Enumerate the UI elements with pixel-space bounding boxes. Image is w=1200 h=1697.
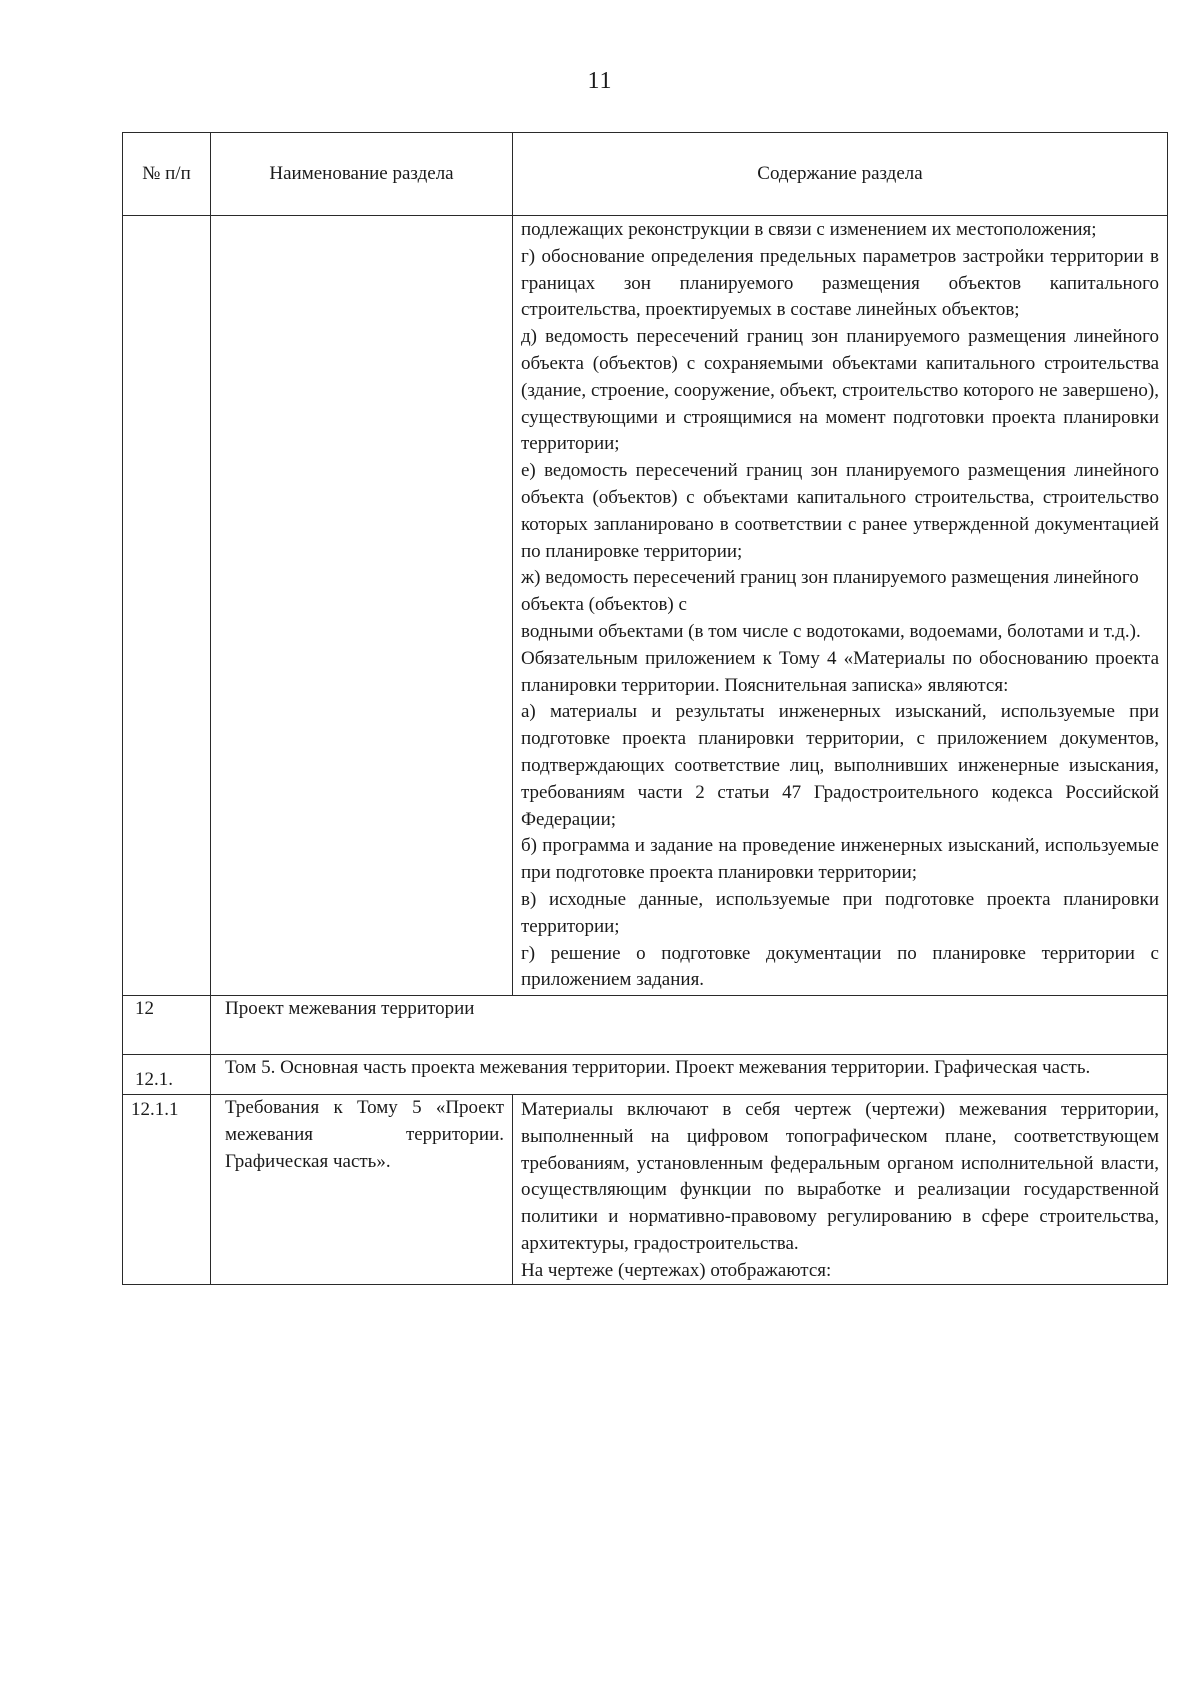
cell-title-12: Проект межевания территории <box>211 996 1168 1055</box>
content-paragraph: г) обоснование определения предельных параметров застройки территории в границах зон планируемого размещения объектов капитального строительства, проектируемых в составе линейных объектов; <box>521 245 1159 321</box>
content-paragraph: е) ведомость пересечений границ зон планируемого размещения линейного объекта (объектов) с объектами капитального строительства, строительство которых запланировано в соответствии с ранее утвержденной документацией по планировке территории; <box>521 460 1159 562</box>
table-row-12 <box>123 996 1168 1055</box>
content-paragraph: подлежащих реконструкции в связи с изменением их местоположения; <box>521 219 1097 240</box>
content-paragraph: г) решение о подготовке документации по планировке территории с приложением задания. <box>521 942 1159 991</box>
section-table <box>122 132 1168 1285</box>
content-paragraph: На чертеже (чертежах) отображаются: <box>521 1259 832 1281</box>
cell-name-12-1-1: Требования к Тому 5 «Проект межевания территории. Графическая часть». <box>211 1094 513 1285</box>
table-row-continuation <box>123 216 1168 996</box>
page-number: 11 <box>587 68 613 94</box>
cell-number-12: 12 <box>123 996 211 1055</box>
cell-name-empty <box>211 216 513 996</box>
content-paragraph: б) программа и задание на проведение инженерных изысканий, используемые при подготовке проекта планировки территории; <box>521 835 1159 884</box>
header-section-name: Наименование раздела <box>211 133 513 216</box>
content-paragraph: а) материалы и результаты инженерных изысканий, используемые при подготовке проекта планировки территории, с приложением документов, подтверждающих соответствие лиц, выполнивших инженерные изыскания, требованиям части 2 статьи 47 Градостроительного кодекса Российской Федерации; <box>521 701 1159 830</box>
cell-title-12-1: Том 5. Основная часть проекта межевания территории. Проект межевания территории. Графическая часть. <box>211 1055 1168 1095</box>
content-paragraph: ж) ведомость пересечений границ зон планируемого размещения линейного объекта (объектов) с <box>521 567 1139 616</box>
content-paragraph: в) исходные данные, используемые при подготовке проекта планировки территории; <box>521 888 1159 937</box>
header-section-content: Содержание раздела <box>513 133 1168 216</box>
table-header-row <box>123 133 1168 216</box>
table-row-12-1-1 <box>123 1094 1168 1285</box>
content-paragraph: водными объектами (в том числе с водотоками, водоемами, болотами и т.д.). <box>521 620 1141 642</box>
content-paragraph: д) ведомость пересечений границ зон планируемого размещения линейного объекта (объектов) с сохраняемыми объектами капитального строительства (здание, строение, сооружение, объект, строительство которого не завершено), существующими и строящимися на момент подготовки проекта планировки территории; <box>521 326 1159 455</box>
cell-content-12-1-1 <box>513 1094 1168 1285</box>
cell-number-empty <box>123 216 211 996</box>
header-number: № п/п <box>123 133 211 216</box>
cell-content-continuation <box>513 216 1168 996</box>
table-row-12-1 <box>123 1055 1168 1095</box>
cell-number-12-1-1: 12.1.1 <box>123 1094 211 1285</box>
content-paragraph: Обязательным приложением к Тому 4 «Материалы по обоснованию проекта планировки территории. Пояснительная записка» являются: <box>521 647 1159 696</box>
content-paragraph: Материалы включают в себя чертеж (чертежи) межевания территории, выполненный на цифровом топографическом плане, соответствующем требованиям, установленным федеральным органом исполнительной власти, осуществляющим функции по выработке и реализации государственной политики и нормативно-правовому регулированию в сфере строительства, архитектуры, градостроительства. <box>521 1098 1159 1254</box>
cell-number-12-1: 12.1. <box>123 1055 211 1095</box>
